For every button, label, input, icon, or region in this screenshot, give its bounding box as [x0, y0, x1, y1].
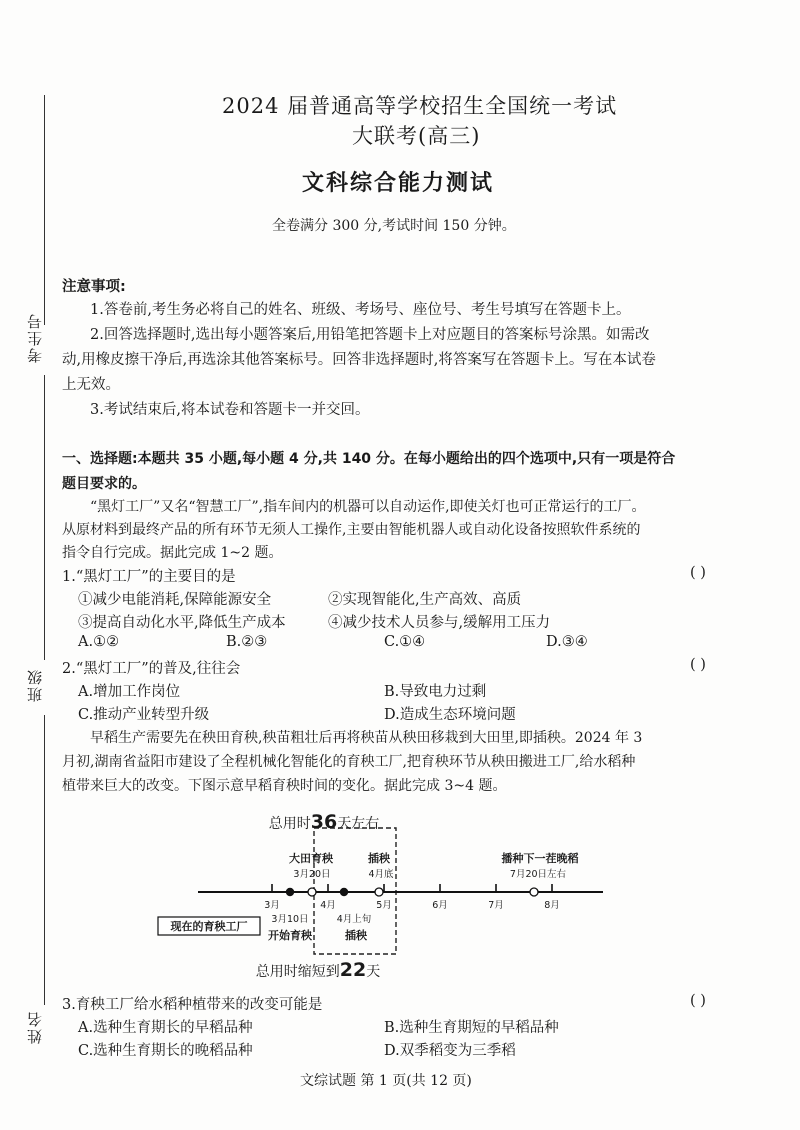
- bottom-total-time: 总用时缩短到22天: [255, 959, 381, 981]
- question-3-option-c: C.选种生育期长的晚稻品种: [78, 1043, 253, 1059]
- question-2-option-a: A.增加工作岗位: [78, 684, 181, 700]
- passage-1-line-1: “黑灯工厂”又名“智慧工厂”,指车间内的机器可以自动运作,即使关灯也可正常运行的工厂。: [90, 499, 646, 515]
- question-3-option-b: B.选种生育期短的早稻品种: [384, 1020, 559, 1036]
- label-factory-start-date: 3月10日: [271, 914, 309, 925]
- point-factory-transplant: [340, 888, 348, 896]
- month-label: 6月: [432, 900, 448, 911]
- label-field-seedling: 大田育秧: [289, 852, 333, 865]
- point-field-start: [308, 888, 316, 896]
- question-3-option-d: D.双季稻变为三季稻: [384, 1043, 516, 1059]
- label-factory-transplant-date: 4月上旬: [336, 914, 372, 925]
- margin-line-top: [44, 95, 45, 325]
- label-late-rice: 播种下一茬晚稻: [501, 852, 579, 865]
- passage-2-line-2: 月初,湖南省益阳市建设了全程机械化智能化的育秧工厂,把育秧环节从秧田搬进工厂,给水稻种: [62, 754, 636, 770]
- question-1-statement-1: ①减少电能消耗,保障能源安全: [78, 592, 272, 608]
- note-item-1: 1.答卷前,考生务必将自己的姓名、班级、考场号、座位号、考生号填写在答题卡上。: [90, 302, 631, 318]
- seedling-timeline-diagram: [150, 806, 650, 996]
- question-1-statement-3: ③提高自动化水平,降低生产成本: [78, 615, 286, 631]
- month-label: 8月: [544, 900, 560, 911]
- label-factory-transplant: 插秧: [345, 929, 367, 942]
- label-transplant: 插秧: [368, 852, 390, 865]
- question-2-option-b: B.导致电力过剩: [384, 684, 487, 700]
- section-heading: 一、选择题:本题共 35 小题,每小题 4 分,共 140 分。在每小题给出的四个选项中,只有一项是符合: [62, 451, 676, 467]
- exam-number-label: 考生号: [26, 312, 44, 363]
- label-field-seedling-date: 3月20日: [293, 869, 331, 880]
- note-item-2-end: 上无效。: [62, 377, 120, 393]
- question-3-option-a: A.选种生育期长的早稻品种: [78, 1020, 253, 1036]
- passage-2-line-1: 早稻生产需要先在秧田育秧,秧苗粗壮后再将秧苗从秧田移栽到大田里,即插秧。2024 年 3: [90, 730, 643, 746]
- question-1-statement-4: ④减少技术人员参与,缓解用工压力: [328, 615, 551, 631]
- question-2-option-d: D.造成生态环境问题: [384, 707, 516, 723]
- label-transplant-date: 4月底: [368, 869, 394, 880]
- question-1-option-c: C.①④: [384, 634, 426, 650]
- label-late-rice-date: 7月20日左右: [509, 869, 567, 880]
- question-2-answer-blank: ( ): [690, 657, 706, 673]
- question-1-stem: 1.“黑灯工厂”的主要目的是: [62, 569, 236, 585]
- top-total-time: 总用时36天左右: [268, 811, 380, 833]
- month-label: 3月: [264, 900, 280, 911]
- question-3-stem: 3.育秧工厂给水稻种植带来的改变可能是: [62, 997, 323, 1013]
- month-label: 7月: [488, 900, 504, 911]
- subject-title: 文科综合能力测试: [302, 171, 495, 196]
- question-3-answer-blank: ( ): [690, 993, 706, 1009]
- question-1-statement-2: ②实现智能化,生产高效、高质: [328, 592, 522, 608]
- exam-info: 全卷满分 300 分,考试时间 150 分钟。: [272, 218, 516, 234]
- factory-label: 现在的育秧工厂: [170, 920, 248, 933]
- month-label: 4月: [320, 900, 336, 911]
- margin-line-mid: [44, 375, 45, 660]
- note-item-2-cont: 动,用橡皮擦干净后,再选涂其他答案标号。回答非选择题时,将答案写在答题卡上。写在本试卷: [62, 352, 656, 368]
- page-footer: 文综试题 第 1 页(共 12 页): [300, 1073, 472, 1089]
- name-label: 姓名: [26, 1010, 44, 1044]
- passage-2-line-3: 植带来巨大的改变。下图示意早稻育秧时间的变化。据此完成 3~4 题。: [62, 778, 507, 794]
- margin-line-low: [44, 715, 45, 1005]
- point-late-rice: [530, 888, 538, 896]
- notes-heading: 注意事项:: [62, 279, 126, 295]
- point-factory-start: [286, 888, 294, 896]
- question-1-option-b: B.②③: [226, 634, 268, 650]
- month-label: 5月: [376, 900, 392, 911]
- exam-subtitle: 大联考(高三): [352, 124, 481, 148]
- passage-1-line-2: 从原材料到最终产品的所有环节无须人工操作,主要由智能机器人或自动化设备按照软件系统的: [62, 522, 641, 538]
- note-item-2: 2.回答选择题时,选出每小题答案后,用铅笔把答题卡上对应题目的答案标号涂黑。如需改: [90, 327, 650, 343]
- question-2-option-c: C.推动产业转型升级: [78, 707, 210, 723]
- question-1-answer-blank: ( ): [690, 565, 706, 581]
- exam-title: 2024 届普通高等学校招生全国统一考试: [222, 94, 618, 118]
- class-label: 班级: [26, 668, 44, 702]
- label-factory-start: 开始育秧: [268, 929, 312, 942]
- point-field-transplant: [375, 888, 383, 896]
- question-1-option-d: D.③④: [546, 634, 588, 650]
- section-heading-cont: 题目要求的。: [62, 476, 146, 492]
- note-item-3: 3.考试结束后,将本试卷和答题卡一并交回。: [90, 402, 370, 418]
- passage-1-line-3: 指令自行完成。据此完成 1~2 题。: [62, 545, 283, 561]
- question-1-option-a: A.①②: [78, 634, 120, 650]
- question-2-stem: 2.“黑灯工厂”的普及,往往会: [62, 661, 241, 677]
